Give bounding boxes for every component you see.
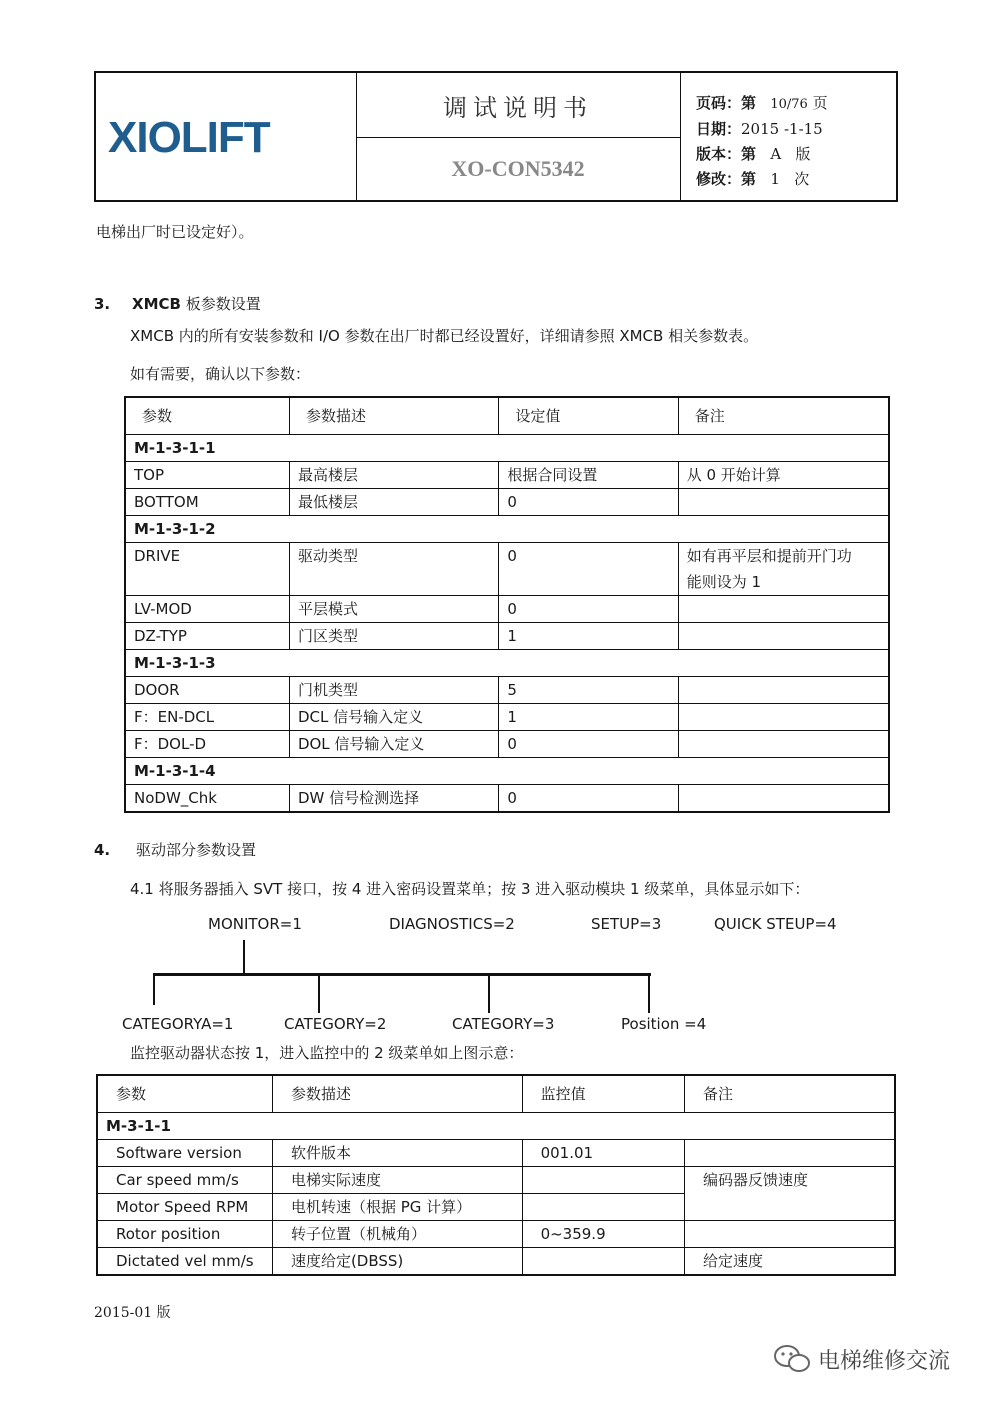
cell: 0	[499, 731, 678, 758]
table-row	[125, 623, 889, 650]
section-row	[125, 650, 889, 677]
cell	[522, 1248, 684, 1276]
section-row	[125, 758, 889, 785]
company-logo: XIOLIFT	[108, 113, 270, 162]
cell: 5	[499, 677, 678, 704]
watermark-text: 电梯维修交流	[818, 1348, 951, 1374]
cell: TOP	[125, 462, 289, 489]
table-row	[125, 731, 889, 758]
cell: 转子位置（机械角）	[272, 1221, 522, 1248]
cell: Car speed mm/s	[97, 1167, 272, 1194]
cell: 最低楼层	[289, 489, 498, 516]
chat-bubble-icon	[772, 1343, 812, 1375]
header-cell: 参数	[97, 1075, 272, 1113]
cell	[678, 489, 889, 516]
section-row	[125, 516, 889, 543]
table-row	[97, 1140, 895, 1167]
menu-item-setup: SETUP=3	[591, 915, 662, 933]
document-header	[94, 71, 898, 202]
tree-connector	[648, 973, 650, 1013]
section-4-number: 4.	[94, 841, 111, 859]
tree-connector	[243, 940, 245, 976]
monitor-parameter-table	[96, 1074, 896, 1276]
cell: Software version	[97, 1140, 272, 1167]
cell: Motor Speed RPM	[97, 1194, 272, 1221]
cell: 电梯实际速度	[272, 1167, 522, 1194]
cell: 编码器反馈速度	[684, 1167, 895, 1221]
menu-item-diagnostics: DIAGNOSTICS=2	[389, 915, 515, 933]
doc-version: 版本：第 A 版	[696, 145, 811, 163]
section-4-title: 驱动部分参数设置	[136, 841, 257, 859]
cell: DW 信号检测选择	[289, 785, 498, 813]
cell: BOTTOM	[125, 489, 289, 516]
cell: 0	[499, 596, 678, 623]
section-label: M-1-3-1-4	[125, 758, 889, 785]
cell	[678, 704, 889, 731]
table-row	[97, 1248, 895, 1276]
cell	[522, 1194, 684, 1221]
header-cell: 参数	[125, 397, 289, 435]
section-row	[125, 435, 889, 462]
section-row	[97, 1113, 895, 1140]
cell: 电机转速（根据 PG 计算）	[272, 1194, 522, 1221]
cell: 如有再平层和提前开门功 能则设为 1	[678, 543, 889, 596]
meta-cell	[680, 73, 896, 200]
cell: F：EN-DCL	[125, 704, 289, 731]
table-header-row	[125, 397, 889, 435]
cell	[678, 623, 889, 650]
menu-item-quick-setup: QUICK STEUP=4	[714, 915, 837, 933]
table-row	[125, 543, 889, 596]
page-number: 页码：第 10/76 页	[696, 94, 828, 112]
cell: 0	[499, 489, 678, 516]
cell: NoDW_Chk	[125, 785, 289, 813]
menu-item-monitor: MONITOR=1	[208, 915, 302, 933]
cell: F：DOL-D	[125, 731, 289, 758]
table-row	[97, 1221, 895, 1248]
cell: Rotor position	[97, 1221, 272, 1248]
monitor-note: 监控驱动器状态按 1，进入监控中的 2 级菜单如上图示意：	[130, 1044, 524, 1062]
continued-text: 电梯出厂时已设定好）。	[96, 223, 254, 241]
cell	[522, 1167, 684, 1194]
watermark	[772, 1343, 950, 1375]
cell: DOL 信号输入定义	[289, 731, 498, 758]
cell	[684, 1221, 895, 1248]
section-label: M-1-3-1-2	[125, 516, 889, 543]
cell: 驱动类型	[289, 543, 498, 596]
header-cell: 参数描述	[272, 1075, 522, 1113]
cell: 0~359.9	[522, 1221, 684, 1248]
section-3-confirm: 如有需要，确认以下参数：	[130, 365, 311, 383]
doc-date: 日期：2015 -1-15	[696, 120, 823, 138]
table-row	[125, 462, 889, 489]
section-label: M-1-3-1-1	[125, 435, 889, 462]
logo-cell	[96, 73, 357, 200]
table-row	[125, 489, 889, 516]
section-3-paragraph: XMCB 内的所有安装参数和 I/O 参数在出厂时都已经设置好，详细请参照 XMCB 相关参数表。	[130, 327, 759, 345]
section-4-paragraph: 4.1 将服务器插入 SVT 接口，按 4 进入密码设置菜单；按 3 进入驱动模块 1 级菜单，具体显示如下：	[130, 880, 810, 898]
title-cell	[356, 73, 681, 200]
section-3-title: XMCB 板参数设置	[132, 295, 261, 313]
xmcb-parameter-table	[124, 396, 890, 813]
cell: 001.01	[522, 1140, 684, 1167]
cell: 从 0 开始计算	[678, 462, 889, 489]
cell	[684, 1140, 895, 1167]
cell: DOOR	[125, 677, 289, 704]
cell: Dictated vel mm/s	[97, 1248, 272, 1276]
cell	[678, 785, 889, 813]
cell: 0	[499, 543, 678, 596]
submenu-position: Position =4	[621, 1015, 707, 1033]
section-label: M-1-3-1-3	[125, 650, 889, 677]
cell: 根据合同设置	[499, 462, 678, 489]
cell: 软件版本	[272, 1140, 522, 1167]
edition-footer: 2015-01 版	[94, 1305, 171, 1321]
section-3-number: 3.	[94, 295, 111, 313]
tree-connector	[318, 973, 320, 1013]
header-cell: 监控值	[522, 1075, 684, 1113]
tree-connector	[488, 973, 490, 1013]
document-code: XO-CON5342	[451, 156, 585, 181]
table-header-row	[97, 1075, 895, 1113]
cell: 1	[499, 623, 678, 650]
cell: LV-MOD	[125, 596, 289, 623]
tree-connector	[153, 973, 155, 1005]
cell: DZ-TYP	[125, 623, 289, 650]
cell: 平层模式	[289, 596, 498, 623]
header-cell: 备注	[684, 1075, 895, 1113]
submenu-category-2: CATEGORY=2	[284, 1015, 387, 1033]
cell	[678, 677, 889, 704]
section-label: M-3-1-1	[97, 1113, 895, 1140]
cell	[678, 596, 889, 623]
header-cell: 设定值	[499, 397, 678, 435]
cell: DCL 信号输入定义	[289, 704, 498, 731]
cell: 0	[499, 785, 678, 813]
cell: 1	[499, 704, 678, 731]
tree-branch-line	[153, 973, 651, 976]
table-row	[125, 704, 889, 731]
cell: 门机类型	[289, 677, 498, 704]
document-title: 调试说明书	[356, 73, 680, 138]
doc-revision: 修改：第 1 次	[696, 170, 810, 188]
cell: 门区类型	[289, 623, 498, 650]
cell: DRIVE	[125, 543, 289, 596]
table-row	[125, 677, 889, 704]
cell: 给定速度	[684, 1248, 895, 1276]
table-row	[125, 785, 889, 813]
table-row	[97, 1167, 895, 1194]
cell: 最高楼层	[289, 462, 498, 489]
header-cell: 参数描述	[289, 397, 498, 435]
header-cell: 备注	[678, 397, 889, 435]
cell: 速度给定(DBSS)	[272, 1248, 522, 1276]
table-row	[125, 596, 889, 623]
cell	[678, 731, 889, 758]
submenu-category-a: CATEGORYA=1	[122, 1015, 234, 1033]
submenu-category-3: CATEGORY=3	[452, 1015, 555, 1033]
